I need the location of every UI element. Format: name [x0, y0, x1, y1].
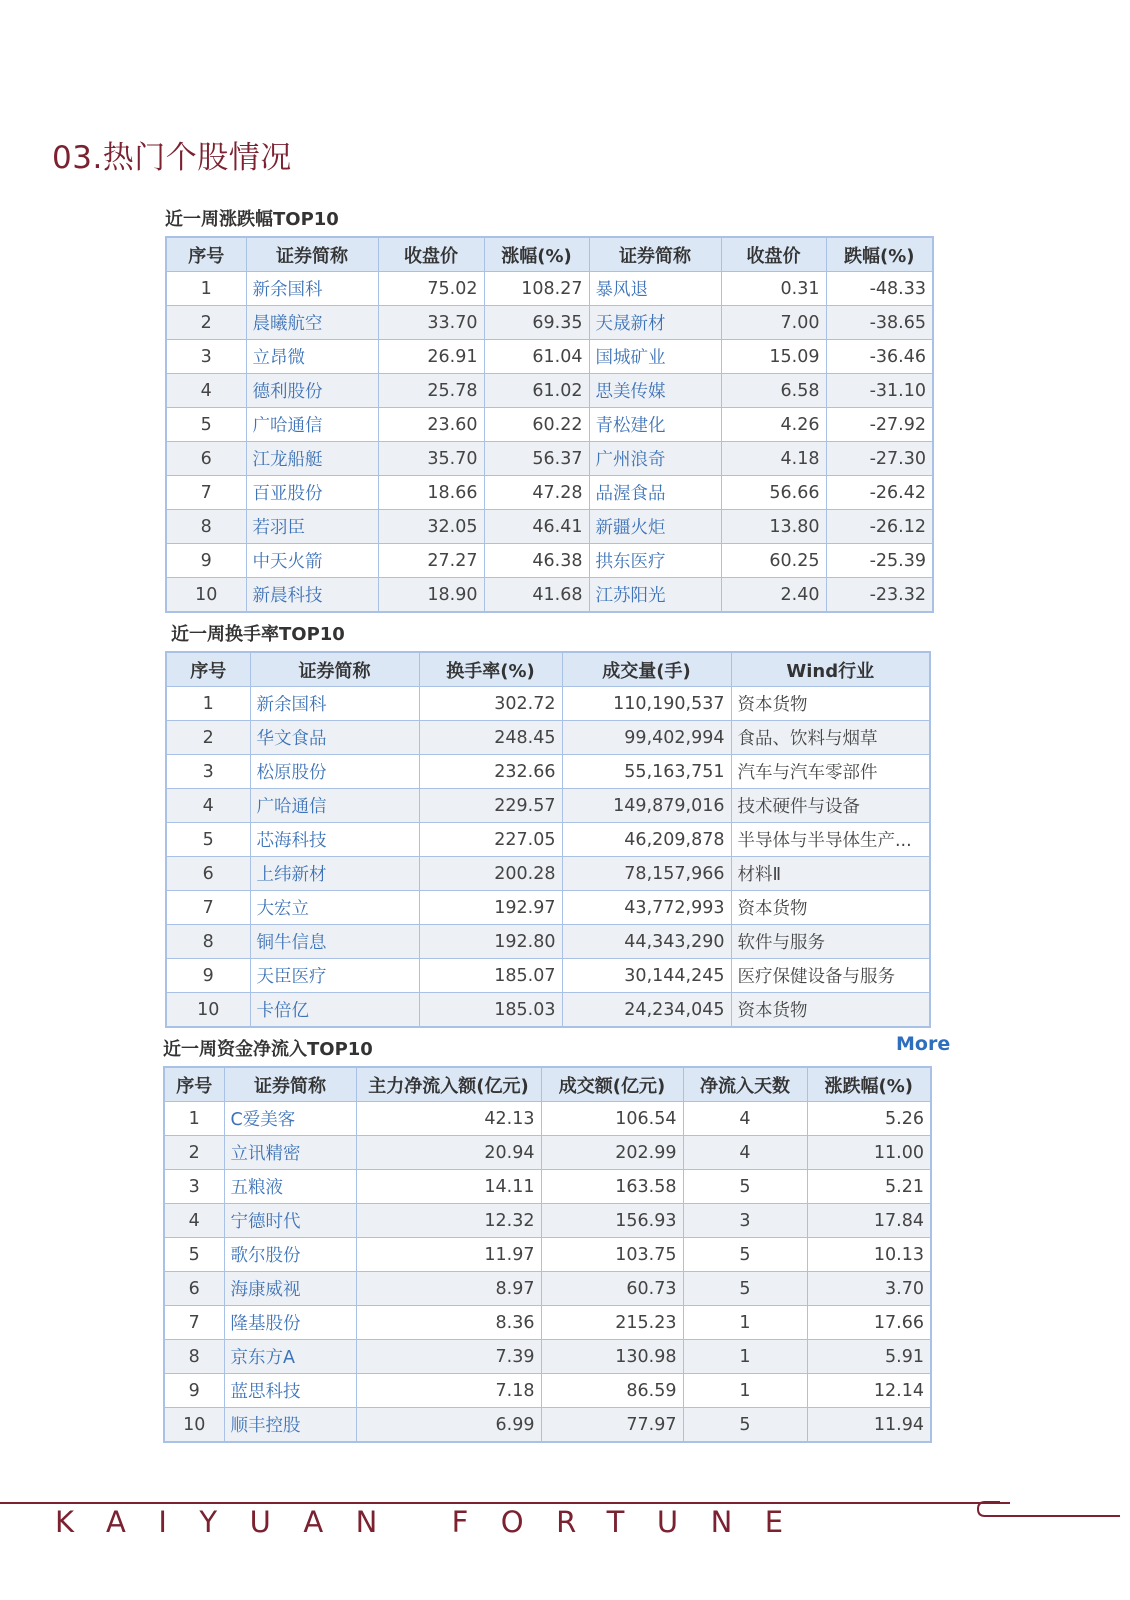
stock-name-link[interactable]: 新余国科: [250, 687, 419, 721]
table-cell: 156.93: [541, 1204, 683, 1238]
table-cell: 24,234,045: [562, 993, 731, 1028]
table-row: [166, 578, 933, 613]
stock-name-link[interactable]: 广哈通信: [250, 789, 419, 823]
table-row: [166, 823, 930, 857]
table-cell: 5: [166, 408, 246, 442]
table-cell: 227.05: [419, 823, 562, 857]
table-cell: 60.22: [484, 408, 589, 442]
stock-name-link[interactable]: 铜牛信息: [250, 925, 419, 959]
table-cell: 8: [166, 510, 246, 544]
table-cell: 130.98: [541, 1340, 683, 1374]
table-cell: 99,402,994: [562, 721, 731, 755]
table-cell: 汽车与汽车零部件: [731, 755, 930, 789]
table-row: [164, 1102, 931, 1136]
footer-decoration: [850, 1500, 1130, 1540]
table-cell: 医疗保健设备与服务: [731, 959, 930, 993]
table-cell: 6: [166, 442, 246, 476]
table-cell: 3: [166, 755, 250, 789]
stock-name-link[interactable]: 上纬新材: [250, 857, 419, 891]
table-cell: 资本货物: [731, 891, 930, 925]
table-cell: 103.75: [541, 1238, 683, 1272]
table-cell: 18.90: [378, 578, 484, 613]
table-cell: -27.30: [826, 442, 933, 476]
table-cell: 8: [166, 925, 250, 959]
table-cell: 6: [166, 857, 250, 891]
table-row: [164, 1170, 931, 1204]
stock-name-link[interactable]: 思美传媒: [589, 374, 721, 408]
table-cell: 12.32: [356, 1204, 541, 1238]
table2-header-cell: 序号: [166, 652, 250, 687]
table1-header-cell: 证券简称: [589, 237, 721, 272]
table-cell: 56.37: [484, 442, 589, 476]
table-cell: -27.92: [826, 408, 933, 442]
table-cell: 10: [164, 1408, 224, 1443]
table-cell: 78,157,966: [562, 857, 731, 891]
table-row: [166, 340, 933, 374]
table-cell: 3: [164, 1170, 224, 1204]
table-row: [164, 1408, 931, 1443]
stock-name-link[interactable]: 宁德时代: [224, 1204, 356, 1238]
table3-header-cell: 涨跌幅(%): [807, 1067, 931, 1102]
table-cell: 61.04: [484, 340, 589, 374]
table-cell: 185.07: [419, 959, 562, 993]
stock-name-link[interactable]: 江苏阳光: [589, 578, 721, 613]
table-cell: 12.14: [807, 1374, 931, 1408]
table-cell: 3: [166, 340, 246, 374]
table3-header-cell: 证券简称: [224, 1067, 356, 1102]
stock-name-link[interactable]: 天臣医疗: [250, 959, 419, 993]
table-cell: 5: [166, 823, 250, 857]
table3-header-cell: 成交额(亿元): [541, 1067, 683, 1102]
table-cell: 17.66: [807, 1306, 931, 1340]
stock-name-link[interactable]: 松原股份: [250, 755, 419, 789]
table-cell: 32.05: [378, 510, 484, 544]
table-row: [166, 374, 933, 408]
table1-title: 近一周涨跌幅TOP10: [165, 209, 339, 230]
table-cell: 4: [683, 1102, 807, 1136]
table-row: [164, 1272, 931, 1306]
turnover-table: [165, 651, 931, 1028]
table2-header-row: [166, 652, 930, 687]
table-row: [166, 510, 933, 544]
stock-name-link[interactable]: 国城矿业: [589, 340, 721, 374]
stock-name-link[interactable]: 蓝思科技: [224, 1374, 356, 1408]
table-cell: 41.68: [484, 578, 589, 613]
table-cell: 46.41: [484, 510, 589, 544]
stock-name-link[interactable]: C爱美客: [224, 1102, 356, 1136]
table-cell: -36.46: [826, 340, 933, 374]
table-cell: 4: [166, 374, 246, 408]
table-cell: 6: [164, 1272, 224, 1306]
table-row: [166, 789, 930, 823]
table-cell: 192.80: [419, 925, 562, 959]
table-row: [164, 1204, 931, 1238]
table-cell: 43,772,993: [562, 891, 731, 925]
table-cell: 0.31: [721, 272, 826, 306]
table-row: [166, 408, 933, 442]
table-cell: 6.58: [721, 374, 826, 408]
table-cell: 15.09: [721, 340, 826, 374]
more-link[interactable]: More: [896, 1033, 951, 1055]
table-cell: 69.35: [484, 306, 589, 340]
table1-header-cell: 证券简称: [246, 237, 378, 272]
stock-name-link[interactable]: 新疆火炬: [589, 510, 721, 544]
table-cell: 4: [166, 789, 250, 823]
table1-header-cell: 收盘价: [721, 237, 826, 272]
page-title: 03.热门个股情况: [52, 140, 292, 176]
table-cell: 55,163,751: [562, 755, 731, 789]
table-row: [166, 891, 930, 925]
table-row: [166, 857, 930, 891]
table-row: [166, 925, 930, 959]
table-cell: 8.97: [356, 1272, 541, 1306]
table-cell: 资本货物: [731, 687, 930, 721]
table3-title: 近一周资金净流入TOP10: [163, 1039, 373, 1060]
table-cell: 229.57: [419, 789, 562, 823]
table-row: [166, 272, 933, 306]
table-cell: 资本货物: [731, 993, 930, 1028]
table-row: [164, 1136, 931, 1170]
table-row: [166, 476, 933, 510]
table-cell: 5.91: [807, 1340, 931, 1374]
table-cell: 23.60: [378, 408, 484, 442]
stock-name-link[interactable]: 歌尔股份: [224, 1238, 356, 1272]
table-cell: 6.99: [356, 1408, 541, 1443]
table-cell: 半导体与半导体生产...: [731, 823, 930, 857]
table-cell: 7: [166, 891, 250, 925]
table-cell: 5: [164, 1238, 224, 1272]
table-cell: 163.58: [541, 1170, 683, 1204]
table-cell: -31.10: [826, 374, 933, 408]
table-row: [166, 959, 930, 993]
stock-name-link[interactable]: 若羽臣: [246, 510, 378, 544]
table-cell: 9: [166, 959, 250, 993]
table-cell: 77.97: [541, 1408, 683, 1443]
table-cell: 1: [166, 687, 250, 721]
table-cell: 35.70: [378, 442, 484, 476]
table-cell: 42.13: [356, 1102, 541, 1136]
table-cell: 44,343,290: [562, 925, 731, 959]
table-cell: 8.36: [356, 1306, 541, 1340]
stock-name-link[interactable]: 立昂微: [246, 340, 378, 374]
table-cell: 33.70: [378, 306, 484, 340]
table-row: [166, 993, 930, 1028]
table-cell: 10.13: [807, 1238, 931, 1272]
stock-name-link[interactable]: 海康威视: [224, 1272, 356, 1306]
table3-header-cell: 净流入天数: [683, 1067, 807, 1102]
table3-header-row: [164, 1067, 931, 1102]
table-cell: 3: [683, 1204, 807, 1238]
table-row: [164, 1340, 931, 1374]
table-row: [164, 1306, 931, 1340]
table2-header-cell: 换手率(%): [419, 652, 562, 687]
stock-name-link[interactable]: 五粮液: [224, 1170, 356, 1204]
table-cell: 5.26: [807, 1102, 931, 1136]
table-cell: 60.25: [721, 544, 826, 578]
table-row: [166, 687, 930, 721]
table-cell: 202.99: [541, 1136, 683, 1170]
table-cell: 8: [164, 1340, 224, 1374]
table-cell: 食品、饮料与烟草: [731, 721, 930, 755]
stock-name-link[interactable]: 芯海科技: [250, 823, 419, 857]
table-cell: 185.03: [419, 993, 562, 1028]
table-cell: 248.45: [419, 721, 562, 755]
table-cell: -26.12: [826, 510, 933, 544]
table-cell: 4.18: [721, 442, 826, 476]
stock-name-link[interactable]: 隆基股份: [224, 1306, 356, 1340]
table-cell: 1: [164, 1102, 224, 1136]
table-cell: 75.02: [378, 272, 484, 306]
stock-name-link[interactable]: 暴风退: [589, 272, 721, 306]
net-inflow-table: [163, 1066, 932, 1443]
table-cell: -26.42: [826, 476, 933, 510]
table-cell: 11.00: [807, 1136, 931, 1170]
stock-name-link[interactable]: 品渥食品: [589, 476, 721, 510]
table-cell: 7: [164, 1306, 224, 1340]
stock-name-link[interactable]: 立讯精密: [224, 1136, 356, 1170]
table-cell: 1: [683, 1340, 807, 1374]
table-cell: 46,209,878: [562, 823, 731, 857]
table-cell: 302.72: [419, 687, 562, 721]
table-cell: 5: [683, 1238, 807, 1272]
table-cell: 10: [166, 993, 250, 1028]
table1-header-cell: 收盘价: [378, 237, 484, 272]
footer-brand: KAIYUAN FORTUNE: [55, 1505, 816, 1539]
table-cell: 20.94: [356, 1136, 541, 1170]
table-cell: 108.27: [484, 272, 589, 306]
table-cell: 9: [166, 544, 246, 578]
table-cell: 1: [683, 1306, 807, 1340]
stock-name-link[interactable]: 广州浪奇: [589, 442, 721, 476]
table-cell: 7: [166, 476, 246, 510]
stock-name-link[interactable]: 顺丰控股: [224, 1408, 356, 1443]
table-cell: 5: [683, 1408, 807, 1443]
table-row: [164, 1374, 931, 1408]
stock-name-link[interactable]: 青松建化: [589, 408, 721, 442]
table-cell: 技术硬件与设备: [731, 789, 930, 823]
table3-header-cell: 主力净流入额(亿元): [356, 1067, 541, 1102]
gainers-losers-table: [165, 236, 934, 613]
table-cell: 60.73: [541, 1272, 683, 1306]
table-cell: 材料Ⅱ: [731, 857, 930, 891]
table-cell: 110,190,537: [562, 687, 731, 721]
table-cell: 7.39: [356, 1340, 541, 1374]
stock-name-link[interactable]: 华文食品: [250, 721, 419, 755]
table1-header-row: [166, 237, 933, 272]
stock-name-link[interactable]: 晨曦航空: [246, 306, 378, 340]
stock-name-link[interactable]: 拱东医疗: [589, 544, 721, 578]
stock-name-link[interactable]: 卡倍亿: [250, 993, 419, 1028]
stock-name-link[interactable]: 天晟新材: [589, 306, 721, 340]
table-cell: 2: [166, 721, 250, 755]
table-cell: 232.66: [419, 755, 562, 789]
table-cell: 18.66: [378, 476, 484, 510]
table-cell: 1: [683, 1374, 807, 1408]
table-cell: 10: [166, 578, 246, 613]
table-cell: 192.97: [419, 891, 562, 925]
table-cell: 4: [164, 1204, 224, 1238]
table-cell: 106.54: [541, 1102, 683, 1136]
table-cell: 7.18: [356, 1374, 541, 1408]
table-cell: 1: [166, 272, 246, 306]
table1-header-cell: 涨幅(%): [484, 237, 589, 272]
table-row: [166, 442, 933, 476]
table1-header-cell: 跌幅(%): [826, 237, 933, 272]
table-cell: 46.38: [484, 544, 589, 578]
table-cell: -23.32: [826, 578, 933, 613]
table-cell: 56.66: [721, 476, 826, 510]
table-cell: 149,879,016: [562, 789, 731, 823]
table-cell: -25.39: [826, 544, 933, 578]
table-cell: 61.02: [484, 374, 589, 408]
table-cell: 26.91: [378, 340, 484, 374]
stock-name-link[interactable]: 江龙船艇: [246, 442, 378, 476]
table-cell: 30,144,245: [562, 959, 731, 993]
table-cell: 5: [683, 1272, 807, 1306]
table-row: [164, 1238, 931, 1272]
stock-name-link[interactable]: 京东方A: [224, 1340, 356, 1374]
table-cell: 13.80: [721, 510, 826, 544]
table-row: [166, 544, 933, 578]
table-cell: 2: [166, 306, 246, 340]
table-cell: 5.21: [807, 1170, 931, 1204]
stock-name-link[interactable]: 百亚股份: [246, 476, 378, 510]
table-cell: 17.84: [807, 1204, 931, 1238]
stock-name-link[interactable]: 德利股份: [246, 374, 378, 408]
table-cell: 软件与服务: [731, 925, 930, 959]
table-cell: 5: [683, 1170, 807, 1204]
table-cell: 14.11: [356, 1170, 541, 1204]
table-cell: 2.40: [721, 578, 826, 613]
table-cell: 9: [164, 1374, 224, 1408]
table-row: [166, 306, 933, 340]
table-cell: 4.26: [721, 408, 826, 442]
stock-name-link[interactable]: 新晨科技: [246, 578, 378, 613]
table-cell: -38.65: [826, 306, 933, 340]
table-cell: 11.97: [356, 1238, 541, 1272]
table-row: [166, 755, 930, 789]
table3-header-cell: 序号: [164, 1067, 224, 1102]
table-cell: 215.23: [541, 1306, 683, 1340]
table-cell: 25.78: [378, 374, 484, 408]
table2-header-cell: 成交量(手): [562, 652, 731, 687]
table-cell: 47.28: [484, 476, 589, 510]
table-row: [166, 721, 930, 755]
stock-name-link[interactable]: 中天火箭: [246, 544, 378, 578]
table-cell: -48.33: [826, 272, 933, 306]
table2-header-cell: Wind行业: [731, 652, 930, 687]
table-cell: 200.28: [419, 857, 562, 891]
table-cell: 4: [683, 1136, 807, 1170]
table2-title: 近一周换手率TOP10: [171, 624, 345, 645]
stock-name-link[interactable]: 大宏立: [250, 891, 419, 925]
table-cell: 3.70: [807, 1272, 931, 1306]
table-cell: 7.00: [721, 306, 826, 340]
stock-name-link[interactable]: 广哈通信: [246, 408, 378, 442]
stock-name-link[interactable]: 新余国科: [246, 272, 378, 306]
table-cell: 27.27: [378, 544, 484, 578]
table1-header-cell: 序号: [166, 237, 246, 272]
table-cell: 11.94: [807, 1408, 931, 1443]
table-cell: 2: [164, 1136, 224, 1170]
table2-header-cell: 证券简称: [250, 652, 419, 687]
table-cell: 86.59: [541, 1374, 683, 1408]
